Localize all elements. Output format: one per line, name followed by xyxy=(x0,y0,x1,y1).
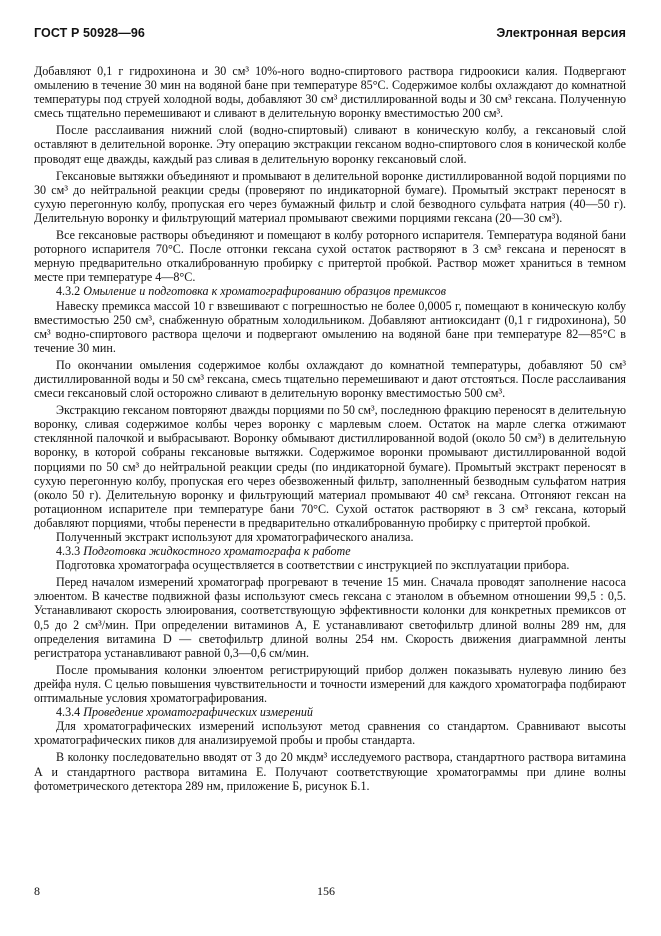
section-heading-4-3-2 xyxy=(34,284,626,298)
version-label: Электронная версия xyxy=(496,26,626,40)
sheet-number: 156 xyxy=(317,884,335,898)
section-heading-4-3-4 xyxy=(34,705,626,719)
section-number: 4.3.2 xyxy=(56,284,81,299)
paragraph: Добавляют 0,1 г гидрохинона и 30 см³ 10%-ного водно-спиртового раствора гидроокиси калия. Подвергают омылению в течение 30 мин на водяной бане при температуре 85°С. Содержимое колбы охлаждают до комнатной температуры под струей холодной воды, добавляют 30 см³ дистиллированной воды и 30 см³ гексана. Полученную смесь тщательно перемешивают и сливают в делительную воронку вместимостью 200 см³. xyxy=(34,64,626,121)
page-header xyxy=(34,26,626,46)
section-title: Омыление и подготовка к хроматографированию образцов премиксов xyxy=(83,284,446,299)
paragraph: Перед началом измерений хроматограф прогревают в течение 15 мин. Сначала проводят заполнение насоса элюентом. В качестве подвижной фазы используют смесь гексана с этанолом в объемном отношении 99,5 : 0,5. Устанавливают скорость элюирования, соответствующую эффективности колонки для конкретных премиксов от 0,5 до 2 см³/мин. При определении витаминов А, Е устанавливают светофильтр длиной волны 289 нм, для определения витамина D — светофильтр длиной волны 254 нм. Скорость движения диаграммной ленты регистратора устанавливают равной 0,3—0,6 см/мин. xyxy=(34,575,626,660)
paragraph: Подготовка хроматографа осуществляется в соответствии с инструкцией по эксплуатации прибора. xyxy=(56,558,570,573)
page-number: 8 xyxy=(34,884,40,898)
paragraph: Гексановые вытяжки объединяют и промывают в делительной воронке дистиллированной водой порциями по 30 см³ до нейтральной реакции среды (проверяют по индикаторной бумаге). Промытый экстракт переносят в сухую перегонную колбу, пропуская его через бумажный фильтр и слой безводного сульфата натрия (40—50 г). Делительную воронку и фильтрующий материал промывают свежими порциями гексана (20—30 см³). xyxy=(34,168,626,225)
paragraph: Все гексановые растворы объединяют и помещают в колбу роторного испарителя. Температура водяной бани роторного испарителя 70°С. После отгонки гексана сухой остаток растворяют в 3 см³ гексана и переносят в мерную предварительно откалиброванную пробирку с притертой пробкой. Раствор может храниться в темном месте при температуре 4—8°С. xyxy=(34,228,626,285)
paragraph: В колонку последовательно вводят от 3 до 20 мкдм³ исследуемого раствора, стандартного раствора витамина А и стандартного раствора витамина Е. Получают соответствующие хроматограммы при длине волны фотометрического детектора 289 нм, приложение Б, рисунок Б.1. xyxy=(34,750,626,793)
section-number: 4.3.3 xyxy=(56,544,81,559)
paragraph: Экстракцию гексаном повторяют дважды порциями по 50 см³, последнюю фракцию переносят в делительную воронку, сливая содержимое колбы через воронку с марлевым слоем. Остаток на марле слегка отжимают стеклянной палочкой и выбрасывают. Воронку обмывают дистиллированной водой (около 50 см³) в делительную воронку, в которой собраны гексановые вытяжки. Содержимое воронки промывают дистиллированной водой порциями по 50 см³ до нейтральной реакции среды (по индикаторной бумаге). Промытый экстракт переносят в сухую перегонную колбу, пропуская его через обезвоженный фильтр, заполненный безводным сульфатом натрия (около 50 г). Делительную воронку и фильтрующий материал промывают 40 см³ гексана. Отгоняют гексан на ротационном испарителе при температуре бани 70°С. Сухой остаток растворяют в 3 см³ гексана, который добавляют порциями, чтобы перенести в предварительно откалиброванную пробирку с притертой пробкой. xyxy=(34,403,626,530)
paragraph: После расслаивания нижний слой (водно-спиртовый) сливают в коническую колбу, а гексановый слой оставляют в делительной воронке. Эту операцию экстракции гексаном водно-спиртового слоя в конической колбе проводят еще дважды, каждый раз сливая в делительную воронку гексановый слой. xyxy=(34,123,626,166)
paragraph: После промывания колонки элюентом регистрирующий прибор должен показывать нулевую линию без дрейфа нуля. С целью повышения чувствительности и точности измерений для каждого хроматографа подбирают оптимальные условия хроматографирования. xyxy=(34,662,626,706)
page-footer xyxy=(34,884,626,902)
paragraph: Полученный экстракт используют для хроматографического анализа. xyxy=(56,530,414,544)
section-title: Подготовка жидкостного хроматографа к работе xyxy=(83,544,351,559)
document-body xyxy=(34,64,626,793)
paragraph: Для хроматографических измерений используют метод сравнения со стандартом. Сравнивают высоты хроматографических пиков для анализируемой пробы и пробы стандарта. xyxy=(34,719,626,748)
standard-id: ГОСТ Р 50928—96 xyxy=(34,26,145,40)
section-title: Проведение хроматографических измерений xyxy=(83,705,313,720)
section-heading-4-3-3 xyxy=(34,544,626,558)
paragraph: Навеску премикса массой 10 г взвешивают с погрешностью не более 0,0005 г, помещают в коническую колбу вместимостью 250 см³, снабженную обратным холодильником. Добавляют антиоксидант (0,1 г гидрохинона), 50 см³ водно-спиртового раствора щелочи и подвергают омылению на водяной бане при температуре 82—85°С в течение 30 мин. xyxy=(34,298,626,355)
section-number: 4.3.4 xyxy=(56,705,81,720)
paragraph: По окончании омыления содержимое колбы охлаждают до комнатной температуры, добавляют 50 см³ дистиллированной воды и 50 см³ гексана, смесь тщательно перемешивают и дают отстояться. После расслаивания смеси гексановый слой осторожно сливают в делительную воронку вместимостью 500 см³. xyxy=(34,357,626,401)
